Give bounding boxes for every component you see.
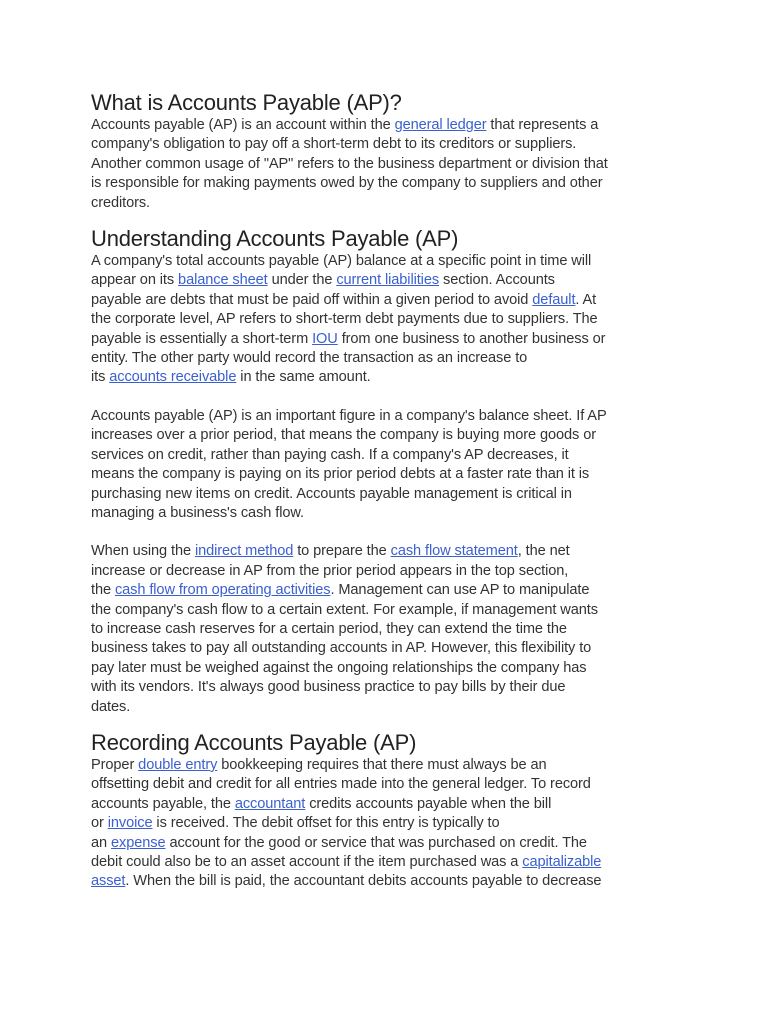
text-line: increase or decrease in AP from the prior period appears in the top section,	[91, 562, 569, 579]
text-line: pay later must be weighed against the ongoing relationships the company has	[91, 659, 587, 676]
link-cash-flow-operating-activities[interactable]: cash flow from operating activities	[114, 582, 331, 599]
paragraph-what-is-ap	[91, 116, 681, 213]
text-line	[91, 116, 681, 135]
text-line: purchasing new items on credit. Accounts payable management is critical in	[91, 485, 572, 502]
link-default[interactable]: default	[532, 291, 576, 308]
paragraph-recording-ap	[91, 756, 681, 892]
text-line	[91, 756, 681, 775]
text-line: Accounts payable (AP) is an important figure in a company's balance sheet. If AP	[91, 407, 607, 424]
text-line: managing a business's cash flow.	[91, 504, 304, 521]
text-span: . At	[575, 291, 597, 308]
text-span: , the net	[517, 543, 570, 560]
link-accountant[interactable]: accountant	[234, 795, 306, 812]
text-span: from one business to another business or	[337, 330, 606, 347]
text-line	[91, 368, 681, 387]
link-accounts-receivable[interactable]: accounts receivable	[109, 369, 237, 386]
paragraph-understanding-2	[91, 407, 681, 523]
text-line: increases over a prior period, that means the company is buying more goods or	[91, 427, 596, 444]
text-span: . When the bill is paid, the accountant debits accounts payable to decrease	[125, 873, 602, 890]
text-span: the	[91, 582, 115, 599]
text-span: section. Accounts	[439, 272, 555, 289]
link-balance-sheet[interactable]: balance sheet	[178, 272, 268, 289]
text-span: credits accounts payable when the bill	[305, 795, 552, 812]
link-indirect-method[interactable]: indirect method	[194, 543, 294, 560]
text-span: under the	[267, 272, 337, 289]
text-line	[91, 834, 681, 853]
text-span: Accounts payable (AP) is an account within the	[91, 117, 395, 133]
text-span: or	[91, 815, 108, 832]
heading-understanding-ap: Understanding Accounts Payable (AP)	[91, 226, 459, 252]
text-line	[91, 542, 681, 561]
link-expense[interactable]: expense	[111, 834, 166, 851]
text-span: is received. The debit offset for this entry is typically to	[152, 815, 500, 832]
text-span: When using the	[91, 543, 195, 560]
text-line	[91, 581, 681, 600]
text-line: means the company is paying on its prior period debts at a faster rate than it is	[91, 466, 590, 483]
link-invoice[interactable]: invoice	[107, 815, 153, 832]
link-double-entry[interactable]: double entry	[138, 756, 218, 773]
link-capitalizable-asset-cont[interactable]: asset	[91, 873, 126, 890]
paragraph-understanding-3	[91, 542, 681, 717]
text-line: to increase cash reserves for a certain period, they can extend the time the	[91, 620, 567, 637]
link-current-liabilities[interactable]: current liabilities	[336, 272, 440, 289]
text-span: bookkeeping requires that there must always be an	[217, 756, 547, 773]
text-span: its	[91, 369, 110, 386]
heading-recording-ap: Recording Accounts Payable (AP)	[91, 729, 417, 755]
text-line: offsetting debit and credit for all entries made into the general ledger. To record	[91, 776, 591, 793]
text-line	[91, 814, 681, 833]
text-span: payable are debts that must be paid off within a given period to avoid	[91, 291, 533, 308]
link-iou[interactable]: IOU	[312, 330, 338, 347]
text-span: that represents a	[486, 117, 599, 133]
article-content	[91, 90, 681, 892]
text-span: . Management can use AP to manipulate	[330, 582, 590, 599]
text-line: with its vendors. It's always good business practice to pay bills by their due	[91, 679, 566, 696]
text-line	[91, 330, 681, 349]
text-line	[91, 795, 681, 814]
text-span: in the same amount.	[236, 369, 371, 386]
text-line	[91, 872, 681, 891]
link-general-ledger[interactable]: general ledger	[394, 117, 487, 133]
text-line: Another common usage of "AP" refers to the business department or division that	[91, 155, 608, 172]
text-line: is responsible for making payments owed by the company to suppliers and other	[91, 175, 603, 192]
text-line: the company's cash flow to a certain extent. For example, if management wants	[91, 601, 598, 618]
text-line	[91, 271, 681, 290]
text-span: to prepare the	[293, 543, 391, 560]
heading-what-is-ap: What is Accounts Payable (AP)?	[91, 90, 402, 115]
text-line: dates.	[91, 698, 131, 715]
text-span: account for the good or service that was purchased on credit. The	[165, 834, 587, 851]
text-span: appear on its	[91, 272, 179, 289]
text-line	[91, 291, 681, 310]
text-line: creditors.	[91, 194, 151, 211]
text-span: Proper	[91, 756, 139, 773]
text-span: payable is essentially a short-term	[91, 330, 313, 347]
text-line: A company's total accounts payable (AP) balance at a specific point in time will	[91, 253, 592, 270]
text-span: accounts payable, the	[91, 795, 235, 812]
text-line: company's obligation to pay off a short-term debt to its creditors or suppliers.	[91, 136, 577, 153]
link-cash-flow-statement[interactable]: cash flow statement	[390, 543, 518, 560]
text-span: debit could also be to an asset account if the item purchased was a	[91, 854, 523, 870]
text-line: entity. The other party would record the transaction as an increase to	[91, 350, 528, 367]
text-line: business takes to pay all outstanding accounts in AP. However, this flexibility to	[91, 640, 592, 657]
link-capitalizable-asset[interactable]: capitalizable	[522, 854, 602, 870]
text-line: services on credit, rather than paying cash. If a company's AP decreases, it	[91, 446, 569, 463]
text-line	[91, 853, 681, 872]
text-line: the corporate level, AP refers to short-term debt payments due to suppliers. The	[91, 311, 598, 328]
paragraph-understanding-1	[91, 252, 681, 388]
text-span: an	[91, 834, 111, 851]
